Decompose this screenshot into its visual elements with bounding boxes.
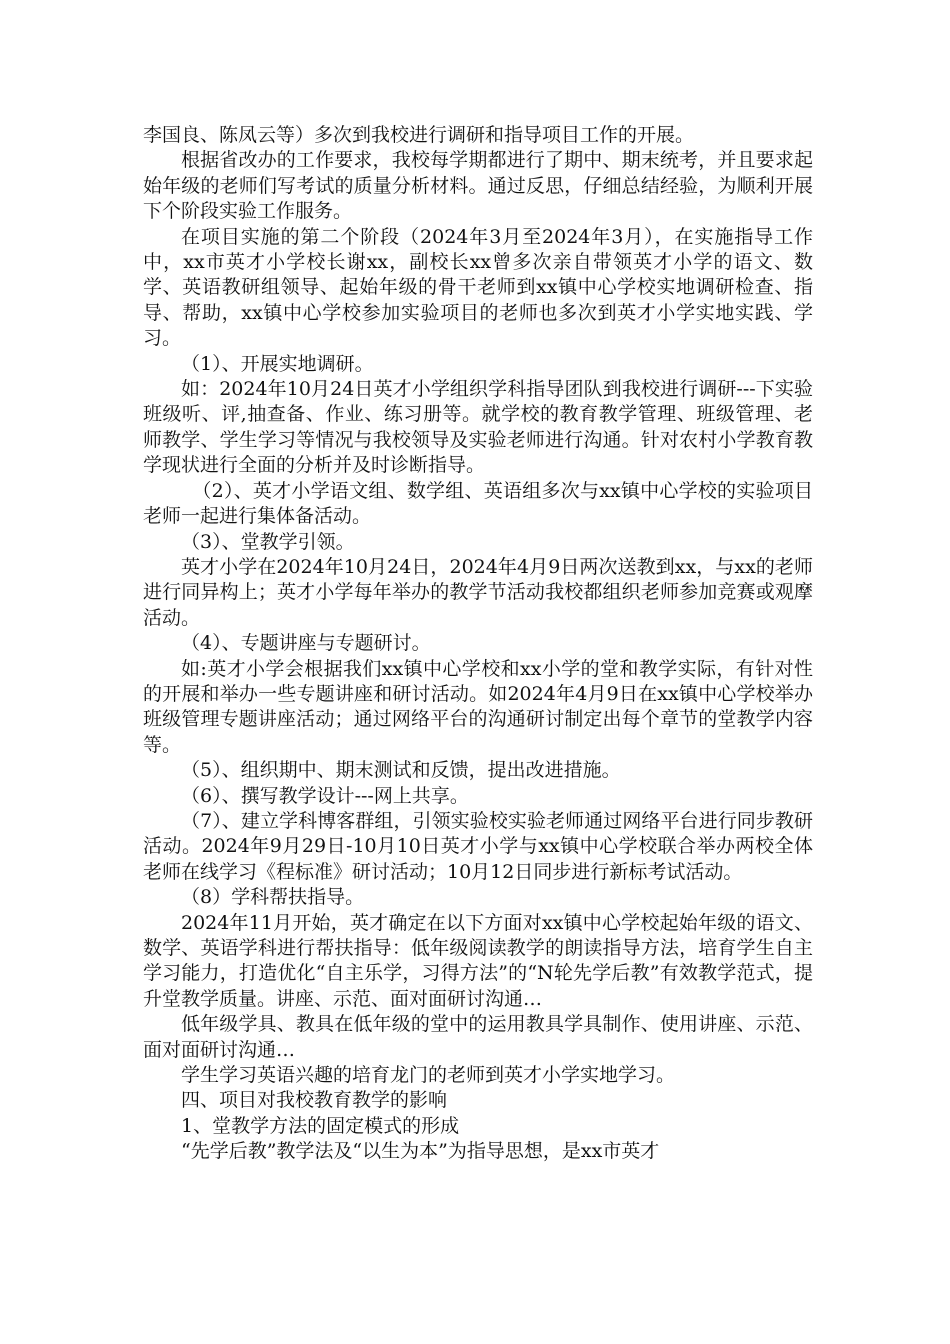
paragraph: 学生学习英语兴趣的培育龙门的老师到英才小学实地学习。 [181, 1064, 676, 1087]
paragraph: （7）、建立学科博客群组，引领实验校实验老师通过网络平台进行同步教研活动。2024年9月29日-10月10日英才小学与xx镇中心学校联合举办两校全体老师在线学习《程标准》研讨活动；10月12日同步进行新标考试活动。 [143, 809, 813, 883]
paragraph: 根据省改办的工作要求，我校每学期都进行了期中、期末统考，并且要求起始年级的老师们写考试的质量分析材料。通过反思，仔细总结经验，为顺利开展下个阶段实验工作服务。 [143, 149, 813, 223]
paragraph: 在项目实施的第二个阶段（2024年3月至2024年3月），在实施指导工作中，xx市英才小学校长谢xx，副校长xx曾多次亲自带领英才小学的语文、数学、英语教研组领导、起始年级的骨干老师到xx镇中心学校实地调研检查、指导、帮助，xx镇中心学校参加实验项目的老师也多次到英才小学实地实践、学习。 [143, 225, 813, 350]
paragraph: （4）、专题讲座与专题研讨。 [181, 632, 431, 655]
paragraph: （3）、堂教学引领。 [181, 530, 355, 553]
paragraph: 李国良、陈凤云等）多次到我校进行调研和指导项目工作的开展。 [143, 124, 695, 146]
paragraph: （1）、开展实地调研。 [181, 352, 374, 375]
paragraph: （2）、英才小学语文组、数学组、英语组多次与xx镇中心学校的实验项目老师一起进行集体备活动。 [143, 479, 813, 528]
paragraph: 英才小学在2024年10月24日，2024年4月9日两次送教到xx，与xx的老师进行同异构上；英才小学每年举办的教学节活动我校都组织老师参加竞赛或观摩活动。 [143, 555, 813, 629]
paragraph: （5）、组织期中、期末测试和反馈，提出改进措施。 [181, 759, 621, 782]
paragraph: 2024年11月开始，英才确定在以下方面对xx镇中心学校起始年级的语文、数学、英语学科进行帮扶指导：低年级阅读教学的朗读指导方法，培育学生自主学习能力，打造优化“自主乐学，习得方法”的“N轮先学后教”有效教学范式，提升堂教学质量。讲座、示范、面对面研讨沟通… [143, 911, 813, 1010]
subsection-heading: 1、堂教学方法的固定模式的形成 [181, 1114, 460, 1137]
paragraph: （8）学科帮扶指导。 [181, 886, 365, 909]
paragraph: 如:英才小学会根据我们xx镇中心学校和xx小学的堂和教学实际，有针对性的开展和举办一些专题讲座和研讨活动。如2024年4月9日在xx镇中心学校举办班级管理专题讲座活动；通过网络平台的沟通研讨制定出每个章节的堂教学内容等。 [143, 657, 813, 756]
document-body [143, 123, 813, 1165]
paragraph: 低年级学具、教具在低年级的堂中的运用教具学具制作、使用讲座、示范、面对面研讨沟通… [143, 1013, 813, 1061]
paragraph: “先学后教”教学法及“以生为本”为指导思想，是xx市英才 [181, 1140, 660, 1163]
paragraph: （6）、撰写教学设计---网上共享。 [181, 784, 469, 807]
section-heading: 四、项目对我校教育教学的影响 [181, 1089, 448, 1112]
paragraph: 如：2024年10月24日英才小学组织学科指导团队到我校进行调研---下实验班级听、评,抽查备、作业、练习册等。就学校的教育教学管理、班级管理、老师教学、学生学习等情况与我校领导及实验老师进行沟通。针对农村小学教育教学现状进行全面的分析并及时诊断指导。 [143, 378, 813, 477]
